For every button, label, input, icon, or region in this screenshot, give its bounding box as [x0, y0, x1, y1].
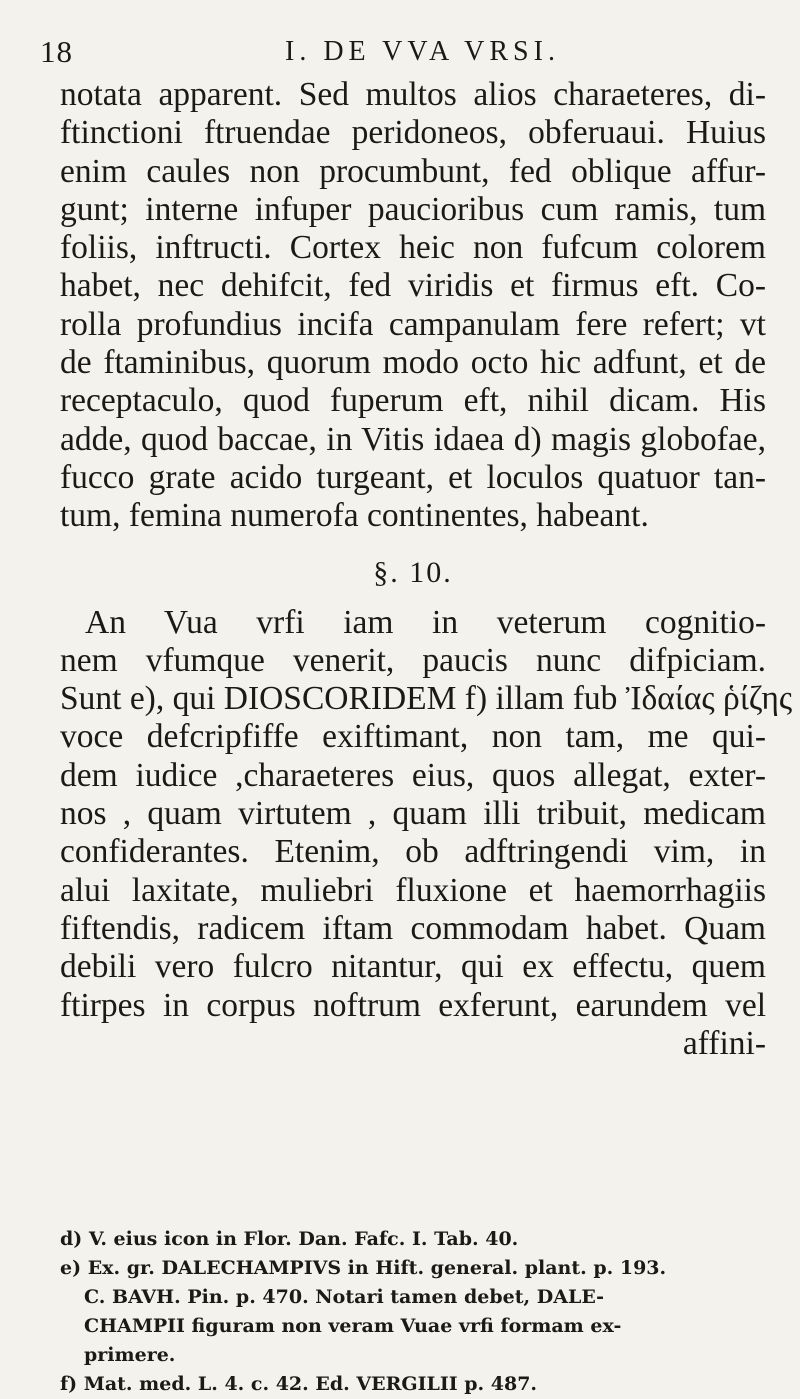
- catchword: affini-: [682, 1024, 766, 1062]
- footnote-e: [60, 1254, 766, 1283]
- footnote-text: Mat. med. L. 4. c. 42. Ed. VERGILII p. 487.: [83, 1373, 538, 1395]
- footnote-text: V. eius icon in Flor. Dan. Fafc. I. Tab. 40.: [88, 1228, 519, 1250]
- footnote-d: [60, 1225, 766, 1254]
- text-line: debili vero fulcro nitantur, qui ex effectu, quem: [60, 948, 766, 986]
- text-line: fiftendis, radicem iftam commodam habet. Quam: [60, 909, 766, 947]
- text-line: de ftaminibus, quorum modo octo hic adfunt, et de: [60, 344, 766, 382]
- text-line: ftinctioni ftruendae peridoneos, obferuaui. Huius: [60, 114, 766, 152]
- paragraph-2: [60, 603, 793, 1064]
- text-line: voce defcripfiffe exiftimant, non tam, me qui-: [60, 718, 766, 756]
- text-line: notata apparent. Sed multos alios charaeteres, di-: [60, 76, 766, 113]
- text-line: nos , quam virtutem , quam illi tribuit, medicam: [60, 795, 766, 833]
- text-line: alui laxitate, muliebri fluxione et haemorrhagiis: [60, 871, 766, 909]
- footnote-e-continuation: primere.: [84, 1344, 176, 1366]
- text-line: habet, nec dehifcit, fed viridis et firmus eft. Co-: [60, 267, 766, 305]
- text-line: enim caules non procumbunt, fed oblique affur-: [60, 152, 766, 190]
- text-line: Sunt e), qui DIOSCORIDEM f) illam fub Ἰδαίας ῥίζης: [60, 680, 793, 718]
- text-line: fucco grate acido turgeant, et loculos quatuor tan-: [60, 458, 766, 496]
- footnotes: [60, 1225, 766, 1399]
- footnote-e-continuation: CHAMPII figuram non veram Vuae vrfi formam ex-: [84, 1315, 622, 1337]
- text-line: foliis, inftructi. Cortex heic non fufcum colorem: [60, 229, 766, 267]
- running-head: I. DE VVA VRSI.: [285, 36, 560, 67]
- page-header: [40, 34, 760, 74]
- text-line: gunt; interne infuper paucioribus cum ramis, tum: [60, 190, 766, 228]
- paragraph-1: [60, 76, 766, 536]
- footnote-f: [60, 1370, 766, 1399]
- text-line: An Vua vrfi iam in veterum cognitio-: [85, 603, 766, 641]
- text-line: receptaculo, quod fuperum eft, nihil dicam. His: [60, 382, 766, 420]
- footnote-marker: d): [60, 1228, 83, 1250]
- footnote-marker: f): [60, 1373, 78, 1395]
- footnote-text: Ex. gr. DALECHAMPIVS in Hift. general. plant. p. 193.: [87, 1257, 667, 1279]
- footnote-e-continuation: C. BAVH. Pin. p. 470. Notari tamen debet, DALE-: [84, 1286, 605, 1308]
- text-line: confiderantes. Etenim, ob adftringendi vim, in: [60, 833, 766, 871]
- footnote-marker: e): [60, 1257, 82, 1279]
- text-line: nem vfumque venerit, paucis nunc difpiciam.: [60, 641, 766, 679]
- page-number: 18: [40, 34, 73, 69]
- text-line: tum, femina numerofa continentes, habeant.: [60, 497, 649, 535]
- section-heading: §. 10.: [373, 555, 453, 589]
- text-line: ftirpes in corpus noftrum exferunt, earundem vel: [60, 986, 766, 1024]
- text-line: rolla profundius incifa campanulam fere refert; vt: [60, 305, 766, 343]
- main-text: [60, 76, 793, 1063]
- text-line: adde, quod baccae, in Vitis idaea d) magis globofae,: [60, 420, 766, 458]
- text-line: dem iudice ,charaeteres eius, quos allegat, exter-: [60, 756, 766, 794]
